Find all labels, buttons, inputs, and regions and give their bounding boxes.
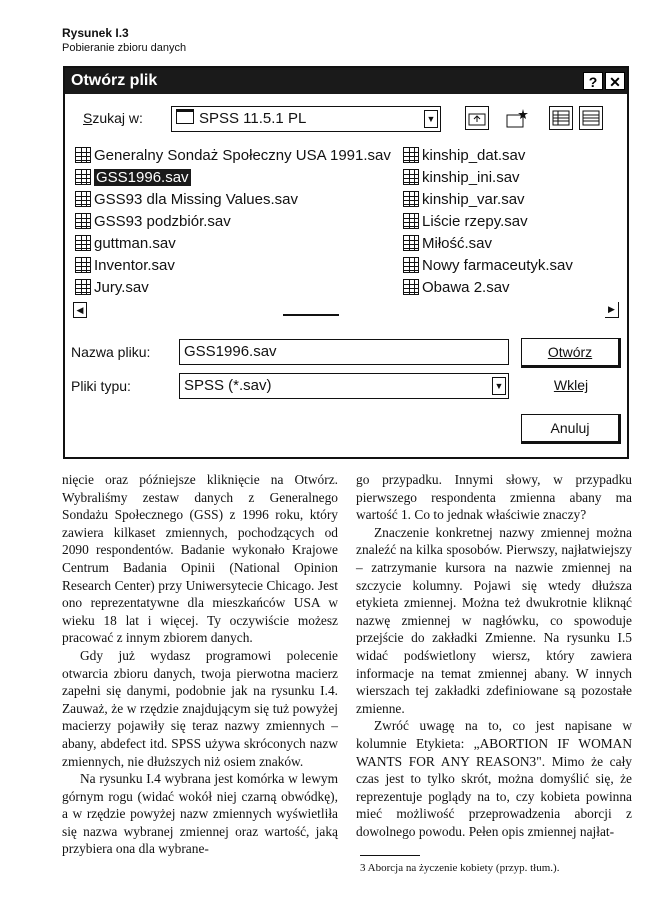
look-in-label-text: zukaj w: [92,110,143,126]
spss-file-icon [75,191,91,207]
file-name: Obawa 2.sav [422,278,510,296]
help-button[interactable]: ? [583,72,603,90]
look-in-value: SPSS 11.5.1 PL [199,110,307,127]
spss-file-icon [75,213,91,229]
file-item[interactable] [403,166,573,188]
up-folder-icon-shape [466,107,488,129]
spss-file-icon [403,147,419,163]
file-item[interactable] [403,188,573,210]
body-text-right-column [356,471,632,840]
figure-caption: Pobieranie zbioru danych [62,42,187,54]
file-name: Nowy farmaceutyk.sav [422,256,573,274]
file-item[interactable] [403,144,573,166]
spss-file-icon [403,169,419,185]
scroll-right-icon[interactable]: ▶ [605,302,619,318]
look-in-label: Szukaj w: [83,110,143,126]
file-item[interactable] [403,254,573,276]
details-view-icon-shape [580,107,602,129]
figure-label: Rysunek I.3 [62,26,129,40]
file-list-left-column [75,144,391,298]
folder-icon [176,109,194,124]
open-file-dialog [63,66,629,459]
file-name: Jury.sav [94,278,149,296]
file-name: Generalny Sondaż Społeczny USA 1991.sav [94,146,391,164]
list-view-icon[interactable] [549,106,573,130]
list-view-icon-shape [550,107,572,129]
footnote: 3 Aborcja na życzenie kobiety (przyp. tłum.). [360,862,560,874]
spss-file-icon [75,169,91,185]
filetype-combo[interactable] [179,373,509,399]
file-item[interactable] [75,188,391,210]
file-item[interactable] [75,210,391,232]
spss-file-icon [75,147,91,163]
file-name: GSS93 podzbiór.sav [94,212,231,230]
open-button[interactable] [521,338,621,368]
file-list[interactable] [73,142,619,328]
dialog-titlebar [65,68,627,94]
chevron-down-icon[interactable]: ▼ [492,377,506,395]
file-item[interactable] [403,232,573,254]
cancel-button[interactable] [521,414,621,444]
body-paragraph: Zwróć uwagę na to, co jest napisane w kolumnie Etykieta: „ABORTION IF WOMAN WANTS FOR ANY REASON3". Mimo że cały czas jest to tylko skrót, można domyślić się, że reprezentuje poglądy na to, czy kobieta powinna mieć możliwość przeprowadzenia aborcji z dowolnego powodu. Pełen opis zmiennej najłat- [356,718,632,839]
scroll-left-icon[interactable]: ◀ [73,302,87,318]
file-item[interactable] [75,144,391,166]
filetype-label: Pliki typu: [71,378,131,394]
file-item[interactable] [75,276,391,298]
file-item[interactable] [75,232,391,254]
file-name: Miłość.sav [422,234,493,252]
file-list-right-column [403,144,573,298]
file-name: GSS93 dla Missing Values.sav [94,190,298,208]
body-paragraph: Na rysunku I.4 wybrana jest komórka w lewym górnym rogu (widać wokół niej czarną obwódkę), a w rzędzie powyżej nazw zmiennych wyświetliła się nazwa wybranej zmiennej oraz wartość, jaką przybiera ona dla wybrane- [62,771,338,857]
file-item[interactable] [75,254,391,276]
file-name: kinship_var.sav [422,190,525,208]
open-button-label: Otwórz [547,344,593,360]
body-paragraph: go przypadku. Innymi słowy, w przypadku pierwszego respondenta zmienna abany ma wartość 1. Co to jednak właściwie znaczy? [356,472,632,523]
look-in-combo[interactable] [171,106,441,132]
file-item[interactable] [75,166,391,188]
details-view-icon[interactable] [579,106,603,130]
spss-file-icon [403,279,419,295]
spss-file-icon [403,213,419,229]
new-folder-icon-shape [505,106,529,130]
body-text-left-column [62,471,338,858]
spss-file-icon [403,191,419,207]
filename-label: Nazwa pliku: [71,344,151,360]
spss-file-icon [403,235,419,251]
chevron-down-icon[interactable]: ▼ [424,110,438,128]
spss-file-icon [75,257,91,273]
new-folder-icon[interactable] [505,106,529,130]
file-name: Liście rzepy.sav [422,212,528,230]
file-item[interactable] [403,276,573,298]
file-name: guttman.sav [94,234,176,252]
spss-file-icon [75,279,91,295]
paste-button-label: Wklej [553,377,589,393]
cancel-button-label: Anuluj [550,420,590,436]
filename-value: GSS1996.sav [184,343,277,360]
body-paragraph: nięcie oraz późniejsze kliknięcie na Otwórz. Wybraliśmy zestaw danych z Generalnego Sondażu Społecznego (GSS) z 1996 roku, który zawiera kilkaset zmiennych, pochodzących od 2090 respondentów. Badanie wykonało Krajowe Centrum Badania Opinii (National Opinion Research Center) przy Uniwersytecie Chicago. Jest ono reprezentatywne dla mieszkańców USA w wieku 18 lat i więcej. Ty oczywiście możesz pracować z innym zbiorem danych. [62,472,338,646]
spss-file-icon [403,257,419,273]
file-name: Inventor.sav [94,256,175,274]
paste-button[interactable] [521,372,621,402]
footnote-rule [360,855,420,856]
dialog-title: Otwórz plik [71,72,158,89]
up-folder-icon[interactable] [465,106,489,130]
file-name: kinship_dat.sav [422,146,526,164]
scrollbar-thumb[interactable] [283,314,339,316]
file-name: kinship_ini.sav [422,168,520,186]
body-paragraph: Gdy już wydasz programowi polecenie otwarcia zbioru danych, twoja pierwotna macierz zapełni się danymi, podobnie jak na rysunku I.4. Zauważ, że w rzędzie znajdującym się tuż powyżej macierzy pojawiły się teraz nazwy zmiennych – abany, abdefect itd. SPSS używa skróconych nazw zmiennych, nie dłuższych niż osiem znaków. [62,647,338,769]
file-item[interactable] [403,210,573,232]
spss-file-icon [75,235,91,251]
close-button[interactable]: ✕ [605,72,625,90]
body-paragraph: Znaczenie konkretnej nazwy zmiennej można znaleźć na kilka sposobów. Pierwszy, najłatwiejszy – zatrzymanie kursora na nazwie zmiennej na szczycie kolumny. Pojawi się wtedy dłuższa etykieta zmiennej. Można też dwukrotnie kliknąć nazwę zmiennej w nagłówku, co spowoduje przejście do zakładki Zmienne. Na rysunku I.5 widać podświetlony wiersz, który zawiera informacje na temat zmiennej abany. W innych wierszach tej zakładki zdefiniowane są pozostałe zmienne. [356,524,632,716]
filetype-value: SPSS (*.sav) [184,377,272,394]
filename-input[interactable] [179,339,509,365]
file-name: GSS1996.sav [96,168,189,186]
